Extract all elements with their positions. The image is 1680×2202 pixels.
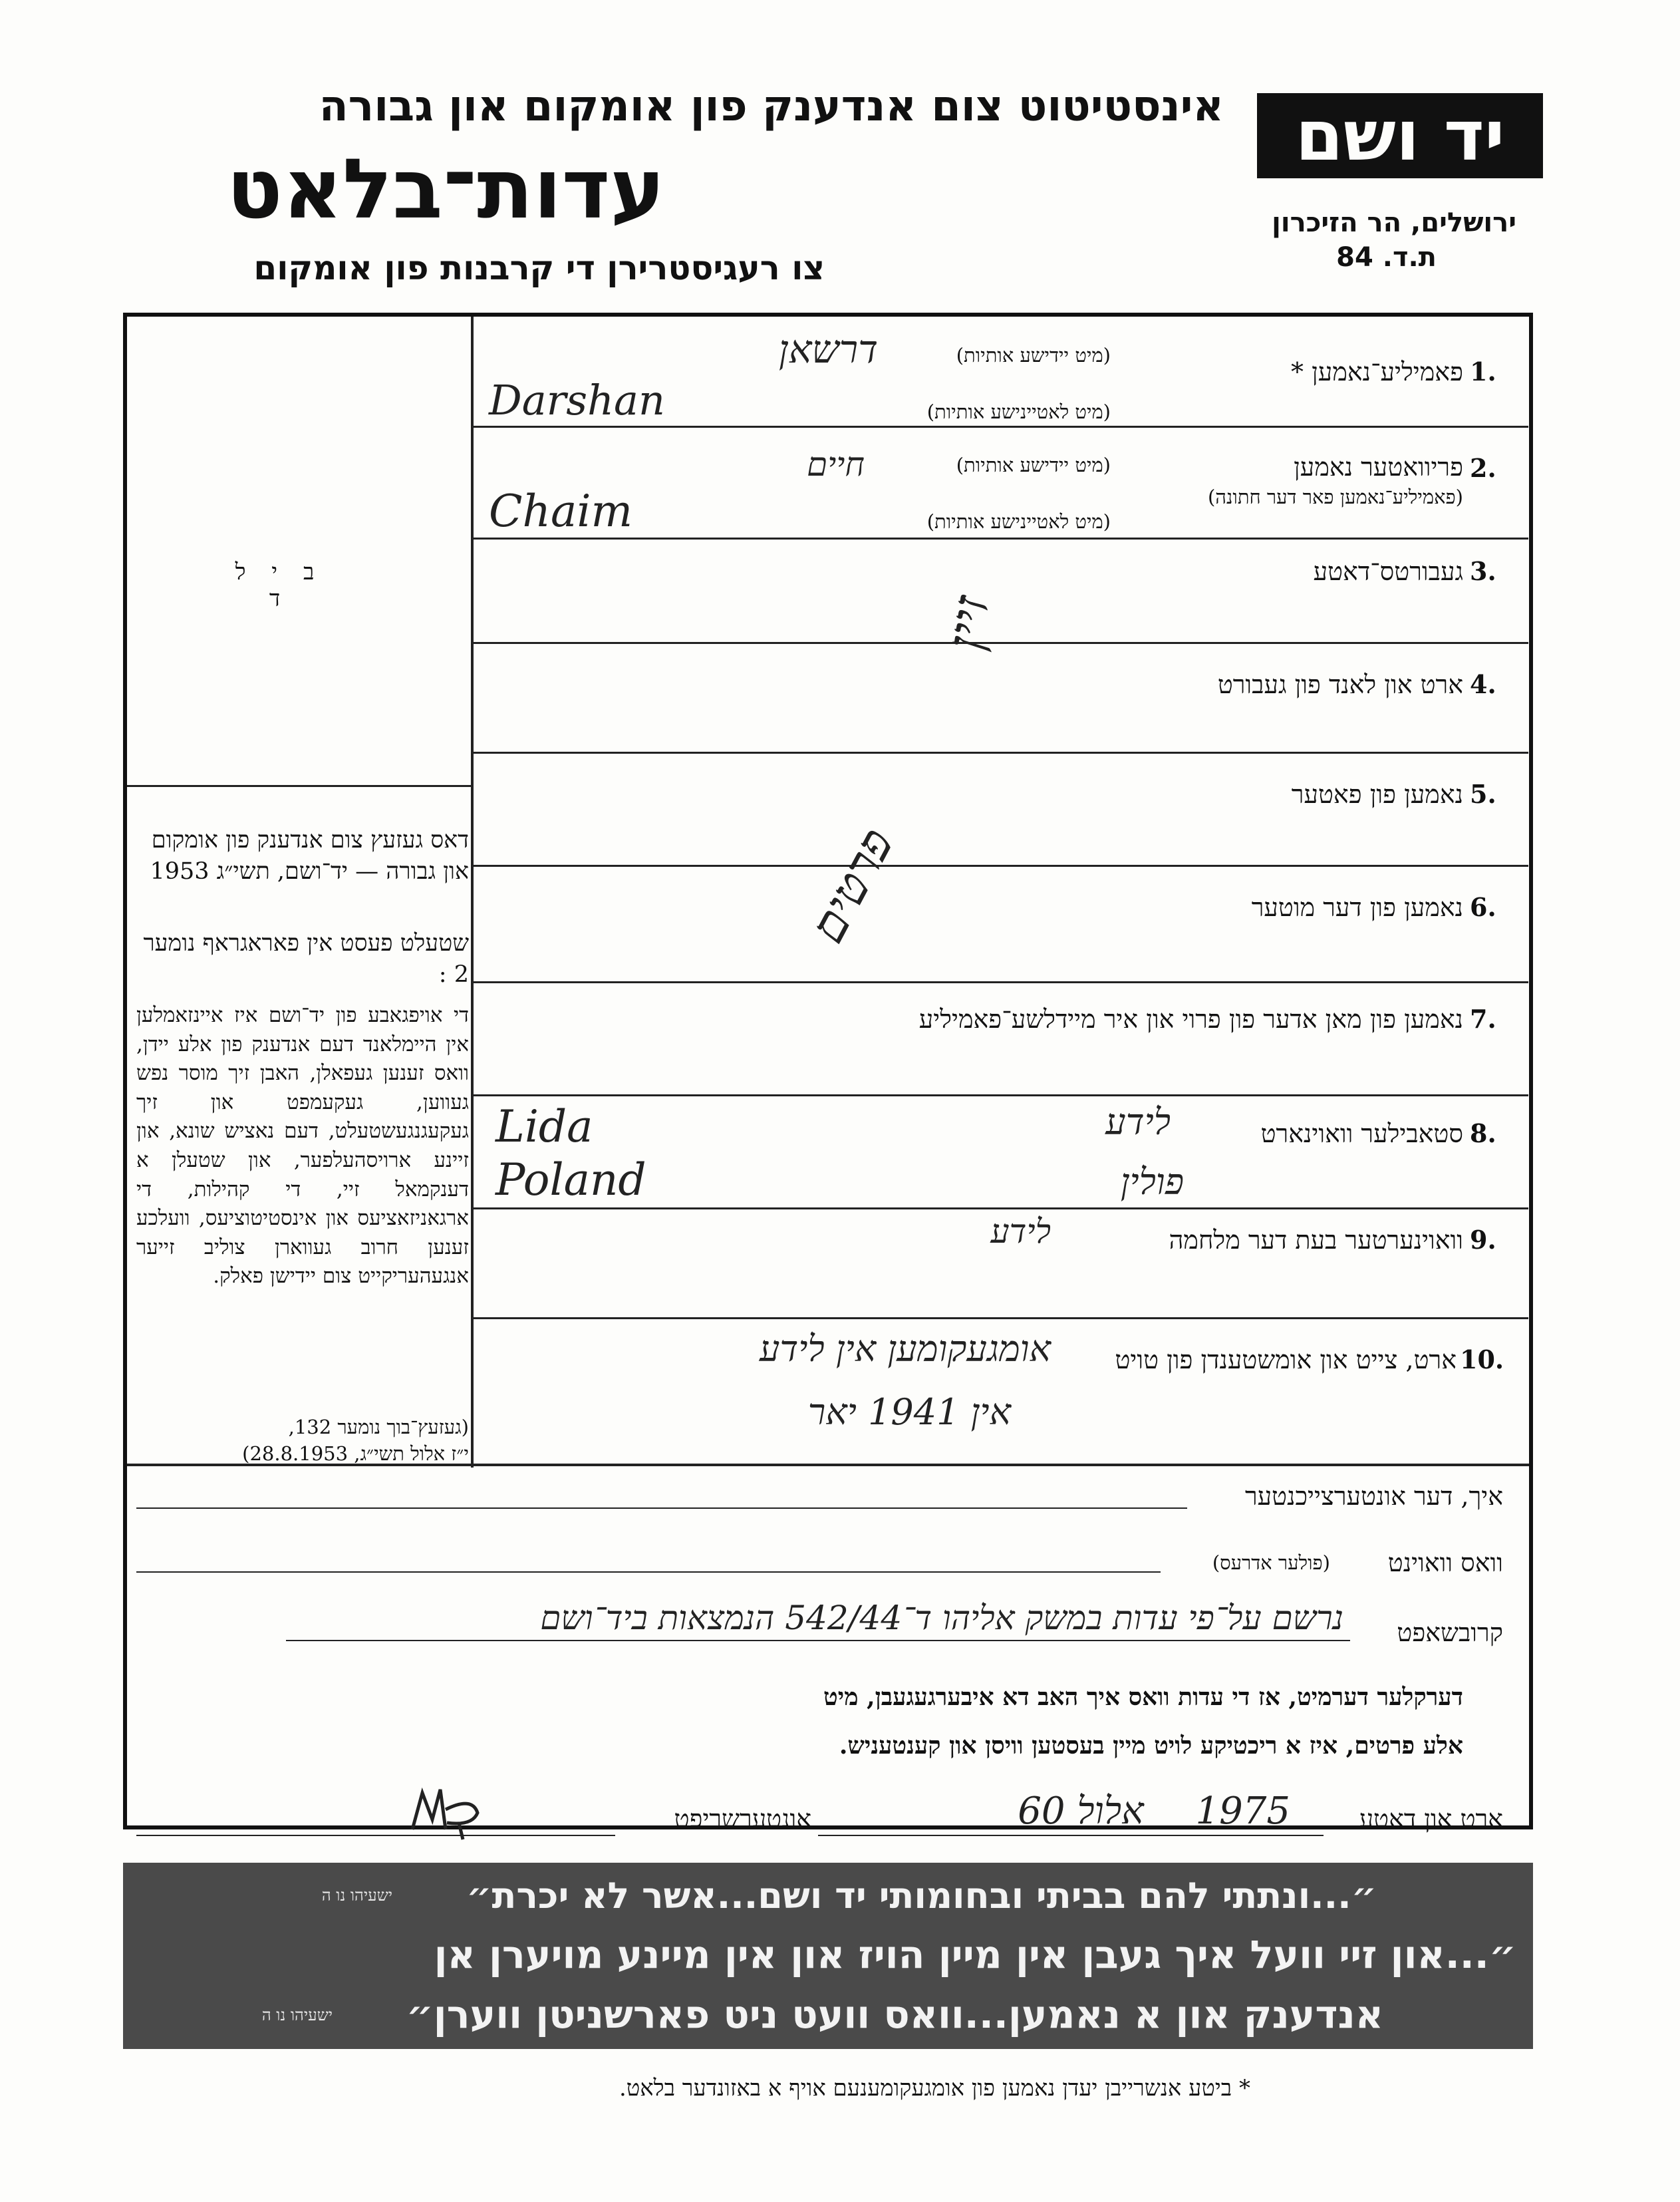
field-8-city-latin[interactable]: Lida	[495, 1101, 593, 1152]
field-2-number: 2.	[1470, 453, 1496, 483]
row-separator	[471, 981, 1528, 983]
address-label: וואס וואוינט	[1387, 1548, 1503, 1577]
address-line[interactable]	[136, 1571, 1161, 1573]
address-hint: (פולער אדרעס)	[1212, 1551, 1330, 1574]
field-10-number: 10.	[1460, 1344, 1504, 1374]
citation-line-2: י״ז אלול תשי״ג, 28.8.1953)	[242, 1442, 469, 1465]
row-separator	[471, 642, 1528, 644]
institute-name: אינסטיטוט צום אנדענק פון אומקום און גבורה	[319, 82, 1224, 131]
field-1-label: פאמיליע־נאמען *	[1291, 357, 1463, 387]
field-2-sublabel: (פאמיליע־נאמען פאר דער חתונה)	[1207, 486, 1463, 508]
field-2-value-yiddish[interactable]: חיים	[806, 445, 865, 484]
field-1-yiddish-hint: (מיט יידישע אותיות)	[956, 344, 1111, 367]
relation-label: קרובשאפט	[1397, 1618, 1503, 1647]
row-separator	[471, 538, 1528, 540]
place-date-label: ארט און דאטע	[1359, 1804, 1503, 1833]
relation-value[interactable]: נרשם על־פי עדות במשק אליהו ד־542/44 הנמצאות ביד־ושם	[540, 1599, 1343, 1637]
date-line[interactable]	[818, 1835, 1324, 1836]
field-3-label: געבורטס־דאטע	[1313, 557, 1463, 586]
address-line-2: ת.ד. 84	[1336, 242, 1437, 273]
field-9-number: 9.	[1470, 1225, 1496, 1255]
field-1-value-latin[interactable]: Darshan	[489, 376, 665, 424]
photo-label: ב י ל ד	[235, 559, 324, 612]
declaration-line-1: דערקלער דערמיט, אז די עדות וואס איך האב דא איבערגעגעבן, מיט	[823, 1683, 1463, 1711]
row-separator	[471, 865, 1528, 867]
page-title: עדות־בלאט	[226, 142, 665, 237]
signer-label: איך, דער אונטערצייכנטער	[1244, 1482, 1503, 1511]
field-6-label: נאמען פון דער מוטער	[1251, 893, 1463, 922]
address-line-1: ירושלים, הר הזיכרון	[1272, 208, 1516, 238]
field-7-number: 7.	[1470, 1004, 1496, 1034]
field-9-label: וואוינערטער בעת דער מלחמה	[1169, 1225, 1463, 1255]
row-separator	[471, 752, 1528, 754]
field-10-value-line-1[interactable]: אומגעקומען אין לידע	[759, 1328, 1051, 1370]
field-9-value[interactable]: לידע	[990, 1212, 1051, 1251]
date-value[interactable]	[931, 1790, 1290, 1833]
field-8-label: סטאבילער וואוינארט	[1260, 1119, 1463, 1148]
page-subtitle: צו רעגיסטרירן די קרבנות פון אומקום	[253, 249, 825, 287]
law-paragraph: שטעלט פעסט אין פאראגראף נומער 2 :	[143, 930, 469, 988]
field-5-number: 5.	[1470, 779, 1496, 809]
field-2-yiddish-hint: (מיט יידישע אותיות)	[956, 454, 1111, 476]
field-10-value-line-2[interactable]: אין 1941 יאר	[807, 1391, 1011, 1433]
banner-line-3-source: ישעיהו נו ה	[261, 2006, 333, 2024]
date-value-year: 1975	[1183, 1790, 1290, 1833]
field-2-latin-hint: (מיט לאטיינישע אותיות)	[926, 510, 1111, 533]
field-6-number: 6.	[1470, 892, 1496, 922]
row-separator	[471, 1207, 1528, 1209]
signature-label: אונטערשריפט	[674, 1804, 811, 1833]
footnote: * ביטע אנשרייבן יעדן נאמען פון אומגעקומענעם אויף א באזונדער בלאט.	[619, 2075, 1250, 2102]
diagonal-handwriting-b: פרטים	[798, 819, 905, 952]
yad-vashem-logo: יד ושם	[1257, 93, 1543, 178]
law-text: דאס געזעץ צום אנדענק פון אומקום און גבורה — יד־ושם, תשי״ג 1953	[150, 827, 469, 885]
field-4-number: 4.	[1470, 669, 1496, 699]
column-divider	[471, 317, 474, 1468]
row-separator	[471, 1317, 1528, 1319]
diagonal-handwriting-a: זיין	[934, 592, 1001, 654]
field-1-value-yiddish[interactable]: דרשאן	[778, 327, 878, 372]
field-3-number: 3.	[1470, 556, 1496, 586]
declaration-line-2: אלע פרטים, איז א ריכטיקע לויט מיין בעסטען וויסן און קענטעניש.	[839, 1732, 1463, 1760]
field-8-country-latin[interactable]: Poland	[495, 1154, 646, 1205]
field-1-number: 1.	[1470, 357, 1496, 387]
field-4-label: ארט און לאנד פון געבורט	[1217, 670, 1463, 699]
duties-text: די אויפגאבע פון יד־ושם איז איינזאמלען אין היימלאנד דעם אנדענק פון אלע יידן, וואס זענען געפאלן, האבן זיך מוסר נפש געווען, געקעמפט און זיך געקעגנגעשטעלט, דעם נאציש שונא, און זיינע ארויסהעלפער, און שטעלן א דענקמאל זיי, די קהילות, די ארגאניזאציעס און אינסטיטוציעס, וועלכע זענען חרוב געווארן צוליב זייער אנגעהעריקייט צום יידישן פאלק.	[136, 1003, 469, 1289]
banner-line-1-source: ישעיהו נו ה	[321, 1886, 392, 1905]
row-separator	[471, 426, 1528, 428]
field-1-latin-hint: (מיט לאטיינישע אותיות)	[926, 400, 1111, 423]
field-10-label: ארט, צייט און אומשטענדן פון טויט	[1115, 1345, 1457, 1374]
citation-line-1: (געזעץ־בוך נומער 132,	[288, 1416, 469, 1438]
date-value-month: אלול 60	[1018, 1790, 1144, 1833]
field-5-label: נאמען פון פאטער	[1291, 780, 1463, 809]
field-8-city-yiddish[interactable]: לידע	[1105, 1101, 1171, 1143]
row-separator	[471, 1094, 1528, 1096]
signature-line[interactable]	[136, 1835, 615, 1836]
banner-line-3: אנדענק און א נאמען...וואס וועט ניט פארשניטן ווערן״	[406, 1992, 1383, 2037]
banner-line-2: ״...און זיי וועל איך געבן אין מיין הויז און אין מיינע מויערן אן	[434, 1932, 1516, 1977]
field-7-label: נאמען פון מאן אדער פון פרוי און איר מיידלשע־פאמיליע	[918, 1005, 1463, 1034]
field-8-country-yiddish[interactable]: פולין	[1120, 1161, 1184, 1203]
signature-mark	[399, 1783, 505, 1843]
signer-line[interactable]	[136, 1507, 1187, 1509]
field-8-number: 8.	[1470, 1118, 1496, 1148]
photo-box-divider	[127, 785, 471, 787]
field-2-label: פריוואטער נאמען	[1294, 452, 1463, 482]
banner-line-1: ״...ונתתי להם בביתי ובחומותי יד ושם...אשר לא יכרת״	[466, 1875, 1377, 1917]
citation	[136, 1414, 469, 1467]
field-2-value-latin[interactable]: Chaim	[489, 486, 633, 537]
relation-line[interactable]	[286, 1640, 1350, 1641]
